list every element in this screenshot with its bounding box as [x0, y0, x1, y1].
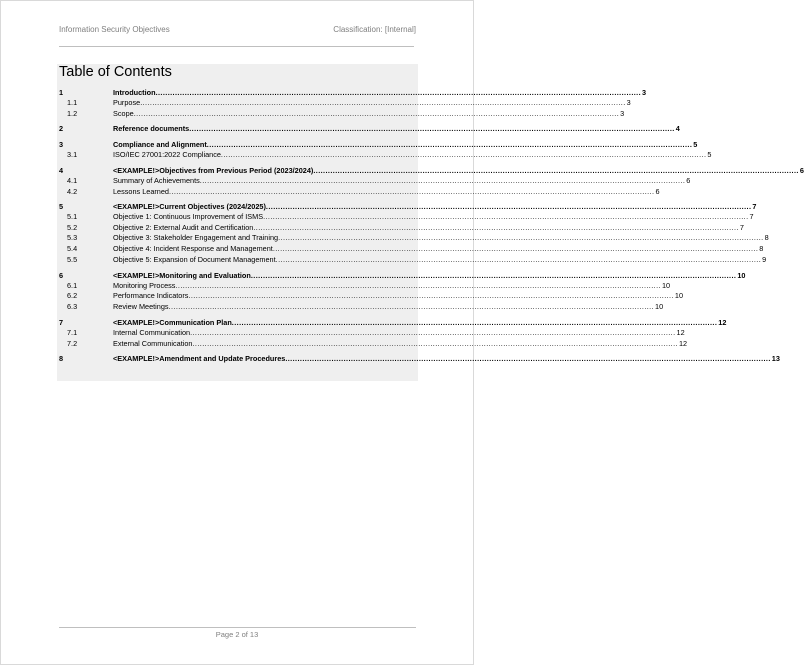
toc-subsection-entry[interactable] — [59, 212, 754, 222]
toc-entry-page: 12 — [678, 339, 688, 348]
header-document-title: Information Security Objectives — [59, 25, 170, 34]
toc-subsection-entry[interactable] — [59, 150, 712, 160]
toc-entry-page: 5 — [707, 150, 712, 159]
toc-entry-page: 13 — [771, 354, 780, 363]
toc-entry-number: 8 — [59, 354, 64, 363]
toc-entry-text[interactable]: <EXAMPLE!>Amendment and Update Procedures — [113, 354, 286, 363]
toc-dot-leader: ........................................................................................................................................................................................................ — [192, 339, 678, 348]
toc-entry-text[interactable]: Purpose — [113, 98, 141, 107]
toc-entry-page: 7 — [739, 223, 744, 232]
toc-entry-text[interactable]: Monitoring Process — [113, 281, 176, 290]
toc-entry-number: 2 — [59, 124, 64, 133]
toc-entry-number: 5.1 — [67, 212, 78, 221]
toc-dot-leader: ........................................................................................................................................................................................................ — [155, 88, 642, 97]
toc-subsection-entry[interactable] — [59, 281, 671, 291]
toc-dot-leader: ........................................................................................................................................................................................................ — [263, 212, 749, 221]
toc-entry-page: 10 — [737, 271, 746, 280]
toc-entry-page: 12 — [718, 318, 727, 327]
toc-dot-leader: ........................................................................................................................................................................................................ — [265, 202, 752, 211]
toc-subsection-entry[interactable] — [59, 109, 625, 119]
toc-dot-leader: ........................................................................................................................................................................................................ — [168, 187, 655, 196]
toc-section-entry[interactable] — [59, 202, 757, 212]
toc-dot-leader: ........................................................................................................................................................................................................ — [285, 354, 771, 363]
toc-dot-leader: ........................................................................................................................................................................................................ — [250, 271, 737, 280]
toc-entry-page: 3 — [642, 88, 647, 97]
toc-entry-page: 10 — [661, 281, 671, 290]
toc-entry-number: 3 — [59, 140, 64, 149]
toc-entry-text[interactable]: ISO/IEC 27001:2022 Compliance — [113, 150, 221, 159]
toc-entry-page: 8 — [759, 244, 764, 253]
toc-subsection-entry[interactable] — [59, 98, 631, 108]
toc-subsection-entry[interactable] — [59, 176, 691, 186]
toc-entry-text[interactable]: Compliance and Alignment — [113, 140, 207, 149]
toc-entry-number: 5 — [59, 202, 64, 211]
toc-entry-number: 5.5 — [67, 255, 78, 264]
toc-subsection-entry[interactable] — [59, 339, 688, 349]
toc-dot-leader: ........................................................................................................................................................................................................ — [133, 109, 620, 118]
toc-dot-leader: ........................................................................................................................................................................................................ — [175, 281, 661, 290]
toc-entry-text[interactable]: Lessons Learned — [113, 187, 169, 196]
toc-entry-number: 5.3 — [67, 233, 78, 242]
toc-entry-page: 7 — [752, 202, 757, 211]
toc-entry-text[interactable]: <EXAMPLE!>Current Objectives (2024/2025) — [113, 202, 266, 211]
toc-entry-text[interactable]: Objective 4: Incident Response and Management — [113, 244, 273, 253]
toc-dot-leader: ........................................................................................................................................................................................................ — [253, 223, 739, 232]
toc-entry-page: 7 — [749, 212, 754, 221]
toc-dot-leader: ........................................................................................................................................................................................................ — [220, 150, 707, 159]
toc-entry-number: 5.4 — [67, 244, 78, 253]
toc-entry-text[interactable]: Introduction — [113, 88, 156, 97]
footer-divider — [59, 627, 416, 628]
toc-entry-text[interactable]: Objective 2: External Audit and Certification — [113, 223, 254, 232]
toc-entry-number: 7.2 — [67, 339, 78, 348]
toc-entry-text[interactable]: <EXAMPLE!>Communication Plan — [113, 318, 232, 327]
toc-entry-number: 6.3 — [67, 302, 78, 311]
toc-subsection-entry[interactable] — [59, 187, 660, 197]
toc-entry-number: 1 — [59, 88, 64, 97]
toc-entry-page: 6 — [686, 176, 691, 185]
toc-entry-page: 8 — [764, 233, 769, 242]
header-classification: Classification: [Internal] — [333, 25, 416, 34]
toc-subsection-entry[interactable] — [59, 244, 764, 254]
toc-entry-text[interactable]: External Communication — [113, 339, 193, 348]
toc-entry-number: 7.1 — [67, 328, 78, 337]
toc-subsection-entry[interactable] — [59, 255, 767, 265]
toc-entry-number: 1.1 — [67, 98, 78, 107]
toc-entry-page: 3 — [620, 109, 625, 118]
toc-entry-number: 6 — [59, 271, 64, 280]
toc-entry-page: 12 — [676, 328, 685, 337]
toc-subsection-entry[interactable] — [59, 328, 685, 338]
toc-section-entry[interactable] — [59, 271, 746, 281]
toc-entry-text[interactable]: Reference documents — [113, 124, 190, 133]
toc-dot-leader: ........................................................................................................................................................................................................ — [188, 291, 674, 300]
toc-entry-text[interactable]: <EXAMPLE!>Objectives from Previous Period (2023/2024) — [113, 166, 314, 175]
toc-entry-number: 5.2 — [67, 223, 78, 232]
toc-entry-page: 10 — [674, 291, 684, 300]
toc-dot-leader: ........................................................................................................................................................................................................ — [313, 166, 799, 175]
toc-entry-page: 3 — [626, 98, 631, 107]
toc-entry-number: 4 — [59, 166, 64, 175]
toc-entry-text[interactable]: Objective 3: Stakeholder Engagement and Training — [113, 233, 279, 242]
toc-section-entry[interactable] — [59, 166, 804, 176]
toc-entry-number: 4.1 — [67, 176, 78, 185]
toc-subsection-entry[interactable] — [59, 233, 769, 243]
toc-entry-text[interactable]: Internal Communication — [113, 328, 191, 337]
toc-dot-leader: ........................................................................................................................................................................................................ — [199, 176, 686, 185]
toc-subsection-entry[interactable] — [59, 302, 664, 312]
toc-dot-leader: ........................................................................................................................................................................................................ — [278, 233, 764, 242]
toc-entry-page: 10 — [655, 302, 664, 311]
toc-dot-leader: ........................................................................................................................................................................................................ — [231, 318, 718, 327]
toc-entry-page: 6 — [799, 166, 804, 175]
toc-dot-leader: ........................................................................................................................................................................................................ — [275, 255, 762, 264]
toc-entry-page: 6 — [655, 187, 660, 196]
toc-dot-leader: ........................................................................................................................................................................................................ — [140, 98, 626, 107]
toc-entry-page: 4 — [675, 124, 680, 133]
toc-entry-number: 4.2 — [67, 187, 78, 196]
toc-dot-leader: ........................................................................................................................................................................................................ — [272, 244, 759, 253]
toc-entry-number: 3.1 — [67, 150, 78, 159]
toc-entry-number: 7 — [59, 318, 64, 327]
toc-subsection-entry[interactable] — [59, 291, 684, 301]
toc-section-entry[interactable] — [59, 318, 727, 328]
page-number: Page 2 of 13 — [215, 630, 259, 639]
toc-entry-number: 1.2 — [67, 109, 78, 118]
toc-section-entry[interactable] — [59, 88, 647, 98]
toc-section-entry[interactable] — [59, 140, 698, 150]
toc-dot-leader: ........................................................................................................................................................................................................ — [190, 328, 676, 337]
toc-subsection-entry[interactable] — [59, 223, 744, 233]
toc-section-entry[interactable] — [59, 354, 780, 364]
toc-section-entry[interactable] — [59, 124, 680, 134]
header-divider — [59, 46, 414, 47]
toc-entry-page: 9 — [762, 255, 767, 264]
toc-dot-leader: ........................................................................................................................................................................................................ — [206, 140, 693, 149]
toc-dot-leader: ........................................................................................................................................................................................................ — [168, 302, 655, 311]
toc-entry-page: 5 — [693, 140, 698, 149]
toc-entry-number: 6.2 — [67, 291, 78, 300]
toc-entry-text[interactable]: Scope — [113, 109, 134, 118]
toc-entry-text[interactable]: <EXAMPLE!>Monitoring and Evaluation — [113, 271, 251, 280]
toc-entry-text[interactable]: Objective 1: Continuous Improvement of ISMS — [113, 212, 264, 221]
toc-entry-number: 6.1 — [67, 281, 78, 290]
toc-entry-text[interactable]: Objective 5: Expansion of Document Management — [113, 255, 276, 264]
toc-heading: Table of Contents — [59, 64, 172, 80]
toc-entry-text[interactable]: Summary of Achievements — [113, 176, 200, 185]
toc-entry-text[interactable]: Performance Indicators — [113, 291, 189, 300]
toc-dot-leader: ........................................................................................................................................................................................................ — [189, 124, 675, 133]
toc-entry-text[interactable]: Review Meetings — [113, 302, 169, 311]
